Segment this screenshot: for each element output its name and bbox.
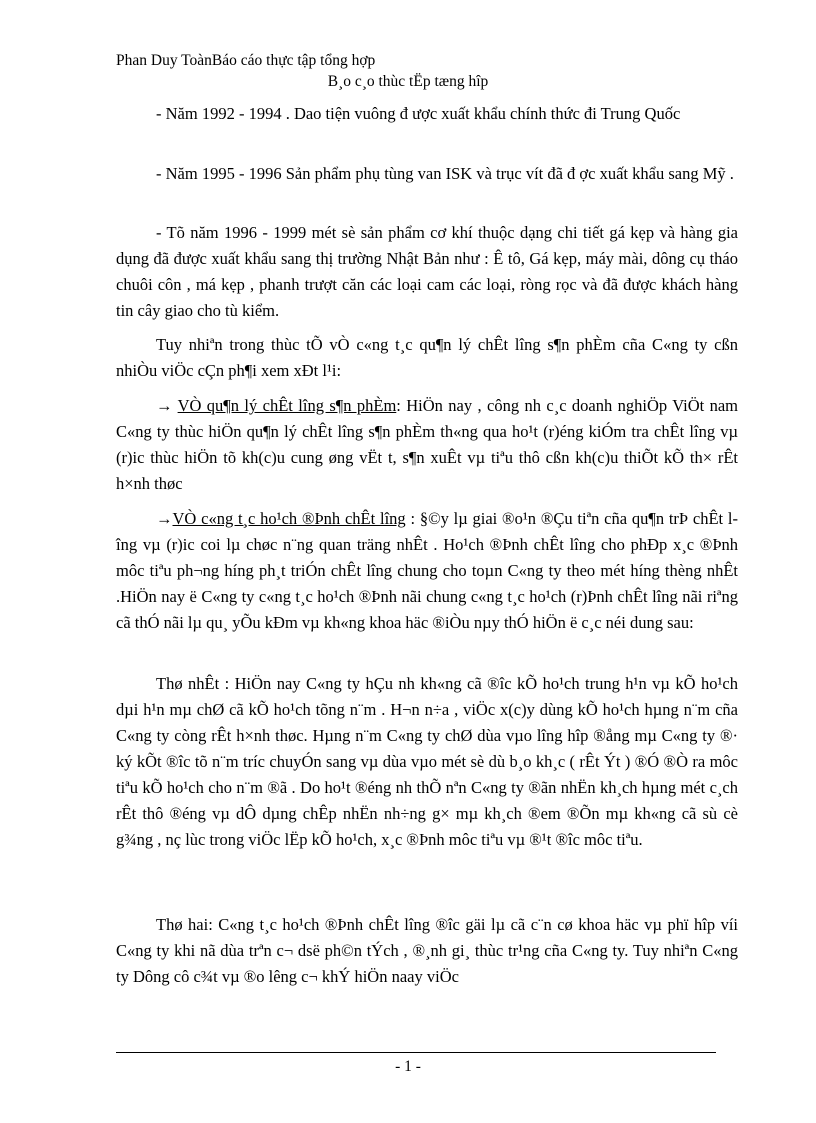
bullet-paragraph-1: - Năm 1992 - 1994 . Dao tiện vuông đ ược xuất khẩu chính thức đi Trung Quốc xyxy=(156,104,681,123)
bullet-paragraph-3: - Tõ năm 1996 - 1999 mét sè sản phẩm cơ khí thuộc dạng chi tiết gá kẹp và hàng gia dụng đã được xuất khẩu sang thị trường Nhật Bản như : Ê tô, Gá kẹp, máy mài, dông cụ tháo chuôi côn , má kẹp , phanh trượt căn các loại cam các loại, ròng rọc và đã được khách hàng tin cây giao cho tù kiểm. xyxy=(116,223,738,320)
arrow-icon: → xyxy=(156,396,178,415)
page-number: - 1 - xyxy=(395,1058,421,1075)
section-heading: VÒ c«ng t¸c ho¹ch ®Þnh chÊt lîng xyxy=(172,509,406,528)
paragraph-second: Thø hai: C«ng t¸c ho¹ch ®Þnh chÊt lîng ®îc gäi lµ cã c¨n cø khoa häc vµ phï hîp víi C«ng ty khi nã dùa trªn c¬ dsë ph©n tÝch , ®¸nh gi¸ thùc tr¹ng cña C«ng ty. Tuy nhiªn C«ng ty Dông cô c¾t vµ ®o lêng c¬ khÝ hiÖn naay viÖc xyxy=(116,915,738,986)
section-heading: VÒ qu¶n lý chÊt lîng s¶n phÈm xyxy=(177,396,397,415)
paragraph-first: Thø nhÊt : HiÖn nay C«ng ty hÇu nh kh«ng cã ®îc kÕ ho¹ch trung h¹n vµ kÕ ho¹ch dµi h¹n mµ chØ cã kÕ ho¹ch tõng n¨m . H¬n n÷a , viÖc x(c)y dùng kÕ ho¹ch hµng n¨m cña C«ng ty còng rÊt h×nh thøc. Hµng n¨m C«ng ty chØ dùa vµo lîng hîp ®ång mµ C«ng ty ®· ký kÕt ®îc tõ n¨m tríc chuyÓn sang vµ dùa vµo mét sè dù b¸o kh¸c ( rÊt Ýt ) ®Ó ®Ò ra môc tiªu kÕ ho¹ch cho n¨m ®ã . Do ho¹t ®éng nh thÕ nªn C«ng ty ®ãn nhËn kh¸ch hµng mét c¸ch rÊt thô ®éng vµ dÔ dµng chÊp nhËn nh÷ng g× mµ kh¸ch ®em ®Õn mµ kh«ng cã sù cè g¾ng , nç lùc trong viÖc lËp kÕ ho¹ch, x¸c ®Þnh môc tiªu vµ ®¹t ®îc môc tiªu. xyxy=(116,674,738,849)
intro-paragraph: Tuy nhiªn trong thùc tÕ vÒ c«ng t¸c qu¶n lý chÊt lîng s¶n phÈm cña C«ng ty cßn nhiÒu viÖc cÇn ph¶i xem xÐt l¹i: xyxy=(116,335,738,380)
section-body: : HiÖn nay , công nh c¸c doanh nghiÖp ViÖt nam C«ng ty thùc hiÖn qu¶n lý chÊt lîng s¶n phÈm th«ng qua ho¹t (r)éng kiÓm tra chÊt lîng vµ (r)ic thùc hiÖn tõ kh(c)u cung øng vËt t, s¶n xuÊt vµ tiªu thô cßn kh(c)u thiÕt kÕ th× rÊt h×nh thøc xyxy=(116,396,739,493)
document-subheading: B¸o c¸o thùc tËp tæng hîp xyxy=(327,73,489,90)
bullet-paragraph-2: - Năm 1995 - 1996 Sản phẩm phụ tùng van ISK và trục vít đã đ ợc xuất khẩu sang Mỹ . xyxy=(156,164,734,183)
section-quality-planning xyxy=(116,506,738,636)
section-quality-management xyxy=(116,393,738,497)
running-header: Phan Duy ToànBáo cáo thực tập tổng hợp xyxy=(116,52,376,69)
arrow-icon: → xyxy=(156,509,173,528)
section-body: : §©y lµ giai ®o¹n ®Çu tiªn cña qu¶n trÞ chÊt lîng vµ (r)ic coi lµ chøc n¨ng quan träng nhÊt . Ho¹ch ®Þnh chÊt lîng cho phÐp x¸c ®Þnh môc tiªu ph¬ng híng ph¸t triÓn chÊt lîng chung cho toµn C«ng ty theo mét híng thèng nhÊt .HiÖn nay ë C«ng ty c«ng t¸c ho¹ch ®Þnh nãi chung c«ng t¸c ho¹ch (r)Þnh chÊt lîng nãi riªng cã thÓ nãi lµ qu¸ yÕu kÐm vµ kh«ng khoa häc ®iÒu nµy thÓ hiÖn ë c¸c néi dung sau: xyxy=(116,509,738,632)
footer-divider xyxy=(116,1052,716,1053)
